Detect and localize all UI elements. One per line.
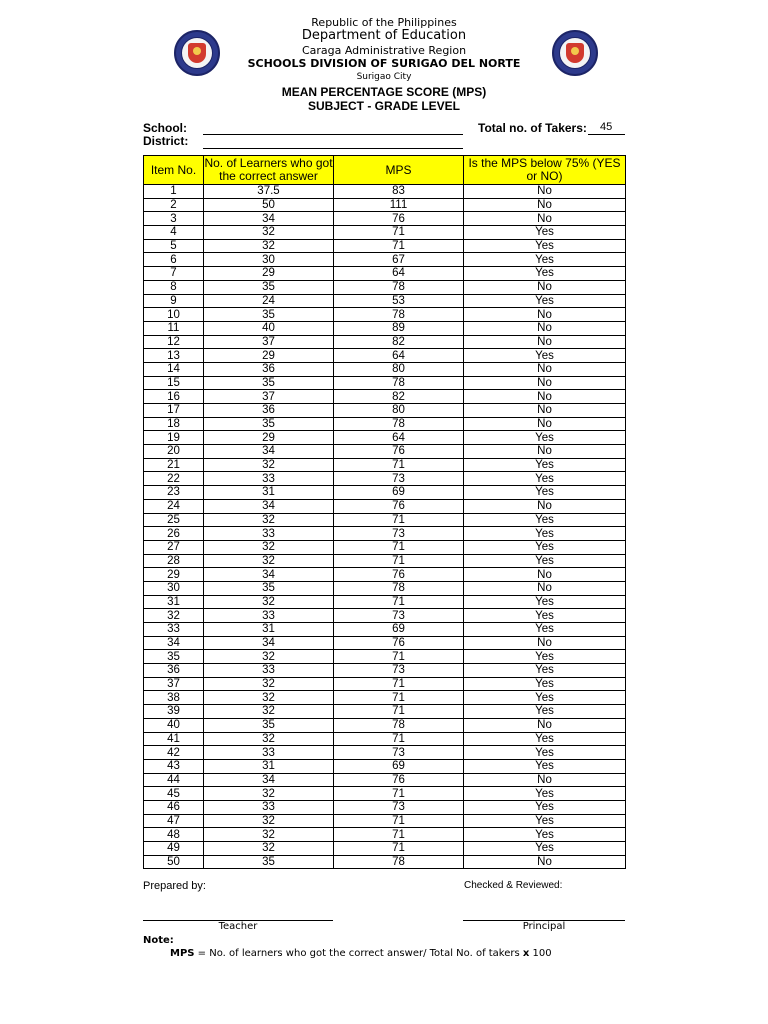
item-no-cell: 22 <box>144 472 204 486</box>
item-no-cell: 46 <box>144 800 204 814</box>
mps-cell: 67 <box>334 253 464 267</box>
item-no-cell: 38 <box>144 691 204 705</box>
table-row <box>144 650 626 664</box>
below-75-cell: No <box>464 773 626 787</box>
below-75-cell: No <box>464 198 626 212</box>
learners-correct-cell: 37.5 <box>204 185 334 199</box>
mps-cell: 73 <box>334 609 464 623</box>
mps-cell: 111 <box>334 198 464 212</box>
below-75-cell: Yes <box>464 787 626 801</box>
table-row <box>144 540 626 554</box>
item-no-cell: 35 <box>144 650 204 664</box>
header-division: SCHOOLS DIVISION OF SURIGAO DEL NORTE <box>247 57 521 70</box>
item-no-cell: 47 <box>144 814 204 828</box>
mps-cell: 71 <box>334 691 464 705</box>
table-row <box>144 431 626 445</box>
item-no-cell: 7 <box>144 267 204 281</box>
item-no-cell: 44 <box>144 773 204 787</box>
below-75-cell: No <box>464 417 626 431</box>
below-75-cell: No <box>464 390 626 404</box>
learners-correct-cell: 32 <box>204 677 334 691</box>
table-row <box>144 814 626 828</box>
page-title: MEAN PERCENTAGE SCORE (MPS) <box>281 85 487 99</box>
item-no-cell: 43 <box>144 759 204 773</box>
item-no-cell: 17 <box>144 404 204 418</box>
table-row <box>144 417 626 431</box>
learners-correct-cell: 34 <box>204 445 334 459</box>
table-row <box>144 636 626 650</box>
learners-correct-cell: 50 <box>204 198 334 212</box>
table-row <box>144 362 626 376</box>
checked-reviewed-label: Checked & Reviewed: <box>464 880 563 891</box>
mps-cell: 71 <box>334 677 464 691</box>
mps-cell: 76 <box>334 212 464 226</box>
item-no-cell: 21 <box>144 458 204 472</box>
below-75-cell: Yes <box>464 800 626 814</box>
table-header-row <box>144 156 626 185</box>
mps-cell: 73 <box>334 527 464 541</box>
learners-correct-cell: 33 <box>204 609 334 623</box>
table-row <box>144 486 626 500</box>
item-no-cell: 1 <box>144 185 204 199</box>
learners-correct-cell: 29 <box>204 349 334 363</box>
item-no-cell: 41 <box>144 732 204 746</box>
below-75-cell: Yes <box>464 349 626 363</box>
table-row <box>144 677 626 691</box>
mps-cell: 71 <box>334 554 464 568</box>
mps-cell: 89 <box>334 321 464 335</box>
table-row <box>144 568 626 582</box>
below-75-cell: No <box>464 499 626 513</box>
below-75-cell: Yes <box>464 267 626 281</box>
item-no-cell: 23 <box>144 486 204 500</box>
below-75-cell: Yes <box>464 691 626 705</box>
item-no-cell: 24 <box>144 499 204 513</box>
learners-correct-cell: 32 <box>204 705 334 719</box>
table-row <box>144 458 626 472</box>
item-no-cell: 39 <box>144 705 204 719</box>
item-no-cell: 28 <box>144 554 204 568</box>
table-row <box>144 554 626 568</box>
col-header-learners-correct: No. of Learners who got the correct answer <box>204 156 333 183</box>
item-no-cell: 5 <box>144 239 204 253</box>
below-75-cell: Yes <box>464 746 626 760</box>
mps-cell: 76 <box>334 773 464 787</box>
learners-correct-cell: 32 <box>204 540 334 554</box>
table-row <box>144 828 626 842</box>
mps-cell: 78 <box>334 417 464 431</box>
mps-cell: 82 <box>334 335 464 349</box>
below-75-cell: Yes <box>464 677 626 691</box>
below-75-cell: Yes <box>464 527 626 541</box>
mps-cell: 69 <box>334 623 464 637</box>
table-row <box>144 499 626 513</box>
table-row <box>144 705 626 719</box>
district-field-line[interactable] <box>203 148 463 149</box>
mps-cell: 71 <box>334 458 464 472</box>
table-row <box>144 321 626 335</box>
col-header-mps: MPS <box>334 156 464 185</box>
learners-correct-cell: 35 <box>204 581 334 595</box>
table-row <box>144 691 626 705</box>
below-75-cell: No <box>464 280 626 294</box>
below-75-cell: Yes <box>464 842 626 856</box>
mps-cell: 83 <box>334 185 464 199</box>
below-75-cell: Yes <box>464 595 626 609</box>
below-75-cell: No <box>464 855 626 869</box>
table-row <box>144 527 626 541</box>
note-x: x <box>522 948 530 959</box>
below-75-cell: No <box>464 321 626 335</box>
table-row <box>144 855 626 869</box>
below-75-cell: No <box>464 212 626 226</box>
mps-cell: 64 <box>334 431 464 445</box>
below-75-cell: Yes <box>464 664 626 678</box>
learners-correct-cell: 34 <box>204 773 334 787</box>
learners-correct-cell: 33 <box>204 472 334 486</box>
mps-cell: 76 <box>334 499 464 513</box>
mps-cell: 73 <box>334 472 464 486</box>
table-row <box>144 472 626 486</box>
table-row <box>144 787 626 801</box>
header-department: Department of Education <box>301 28 467 43</box>
learners-correct-cell: 32 <box>204 787 334 801</box>
table-row <box>144 746 626 760</box>
note-100: 100 <box>529 948 552 959</box>
mps-cell: 71 <box>334 842 464 856</box>
mps-cell: 78 <box>334 308 464 322</box>
learners-correct-cell: 29 <box>204 431 334 445</box>
below-75-cell: Yes <box>464 623 626 637</box>
item-no-cell: 4 <box>144 226 204 240</box>
table-row <box>144 226 626 240</box>
item-no-cell: 34 <box>144 636 204 650</box>
table-row <box>144 294 626 308</box>
item-no-cell: 29 <box>144 568 204 582</box>
teacher-label: Teacher <box>218 921 258 932</box>
mps-table <box>143 155 626 869</box>
takers-value: 45 <box>600 121 613 133</box>
mps-cell: 71 <box>334 732 464 746</box>
learners-correct-cell: 37 <box>204 335 334 349</box>
table-row <box>144 595 626 609</box>
item-no-cell: 16 <box>144 390 204 404</box>
mps-cell: 73 <box>334 800 464 814</box>
table-row <box>144 581 626 595</box>
table-row <box>144 404 626 418</box>
mps-cell: 78 <box>334 718 464 732</box>
learners-correct-cell: 30 <box>204 253 334 267</box>
learners-correct-cell: 35 <box>204 718 334 732</box>
learners-correct-cell: 32 <box>204 226 334 240</box>
mps-cell: 82 <box>334 390 464 404</box>
table-row <box>144 239 626 253</box>
takers-field-line[interactable] <box>588 134 625 135</box>
below-75-cell: No <box>464 445 626 459</box>
learners-correct-cell: 35 <box>204 280 334 294</box>
learners-correct-cell: 31 <box>204 759 334 773</box>
mps-cell: 80 <box>334 362 464 376</box>
table-row <box>144 198 626 212</box>
below-75-cell: No <box>464 335 626 349</box>
table-row <box>144 280 626 294</box>
mps-cell: 71 <box>334 650 464 664</box>
below-75-cell: Yes <box>464 828 626 842</box>
table-row <box>144 773 626 787</box>
learners-correct-cell: 32 <box>204 828 334 842</box>
item-no-cell: 13 <box>144 349 204 363</box>
below-75-cell: Yes <box>464 486 626 500</box>
mps-cell: 69 <box>334 486 464 500</box>
table-row <box>144 842 626 856</box>
mps-cell: 71 <box>334 513 464 527</box>
mps-cell: 76 <box>334 445 464 459</box>
mps-cell: 71 <box>334 226 464 240</box>
table-row <box>144 335 626 349</box>
learners-correct-cell: 32 <box>204 239 334 253</box>
mps-cell: 71 <box>334 814 464 828</box>
item-no-cell: 32 <box>144 609 204 623</box>
item-no-cell: 10 <box>144 308 204 322</box>
learners-correct-cell: 24 <box>204 294 334 308</box>
below-75-cell: No <box>464 308 626 322</box>
below-75-cell: No <box>464 718 626 732</box>
mps-cell: 71 <box>334 540 464 554</box>
mps-cell: 53 <box>334 294 464 308</box>
learners-correct-cell: 35 <box>204 855 334 869</box>
item-no-cell: 27 <box>144 540 204 554</box>
learners-correct-cell: 37 <box>204 390 334 404</box>
learners-correct-cell: 33 <box>204 527 334 541</box>
learners-correct-cell: 31 <box>204 486 334 500</box>
item-no-cell: 40 <box>144 718 204 732</box>
below-75-cell: Yes <box>464 513 626 527</box>
mps-cell: 71 <box>334 595 464 609</box>
item-no-cell: 14 <box>144 362 204 376</box>
below-75-cell: Yes <box>464 540 626 554</box>
learners-correct-cell: 35 <box>204 417 334 431</box>
item-no-cell: 20 <box>144 445 204 459</box>
item-no-cell: 31 <box>144 595 204 609</box>
mps-cell: 64 <box>334 267 464 281</box>
principal-label: Principal <box>522 921 566 932</box>
below-75-cell: Yes <box>464 732 626 746</box>
below-75-cell: No <box>464 404 626 418</box>
learners-correct-cell: 34 <box>204 568 334 582</box>
below-75-cell: Yes <box>464 226 626 240</box>
table-row <box>144 253 626 267</box>
table-row <box>144 185 626 199</box>
learners-correct-cell: 32 <box>204 650 334 664</box>
header-city: Surigao City <box>356 72 412 82</box>
mps-cell: 78 <box>334 855 464 869</box>
learners-correct-cell: 32 <box>204 842 334 856</box>
learners-correct-cell: 33 <box>204 800 334 814</box>
table-row <box>144 609 626 623</box>
learners-correct-cell: 35 <box>204 308 334 322</box>
item-no-cell: 6 <box>144 253 204 267</box>
item-no-cell: 49 <box>144 842 204 856</box>
table-row <box>144 308 626 322</box>
learners-correct-cell: 40 <box>204 321 334 335</box>
below-75-cell: Yes <box>464 650 626 664</box>
item-no-cell: 8 <box>144 280 204 294</box>
below-75-cell: Yes <box>464 239 626 253</box>
item-no-cell: 25 <box>144 513 204 527</box>
item-no-cell: 48 <box>144 828 204 842</box>
header-republic: Republic of the Philippines <box>311 16 457 29</box>
mps-cell: 80 <box>334 404 464 418</box>
mps-cell: 69 <box>334 759 464 773</box>
header-region: Caraga Administrative Region <box>301 44 467 57</box>
item-no-cell: 36 <box>144 664 204 678</box>
learners-correct-cell: 32 <box>204 732 334 746</box>
mps-cell: 73 <box>334 746 464 760</box>
learners-correct-cell: 32 <box>204 554 334 568</box>
table-row <box>144 718 626 732</box>
learners-correct-cell: 32 <box>204 814 334 828</box>
learners-correct-cell: 35 <box>204 376 334 390</box>
mps-cell: 71 <box>334 705 464 719</box>
learners-correct-cell: 32 <box>204 691 334 705</box>
learners-correct-cell: 36 <box>204 404 334 418</box>
note-label: Note: <box>143 935 174 946</box>
item-no-cell: 9 <box>144 294 204 308</box>
item-no-cell: 3 <box>144 212 204 226</box>
mps-cell: 78 <box>334 376 464 390</box>
below-75-cell: Yes <box>464 458 626 472</box>
mps-cell: 71 <box>334 787 464 801</box>
learners-correct-cell: 29 <box>204 267 334 281</box>
table-row <box>144 376 626 390</box>
learners-correct-cell: 32 <box>204 595 334 609</box>
col-header-below-75: Is the MPS below 75% (YES or NO) <box>464 156 626 185</box>
table-row <box>144 759 626 773</box>
item-no-cell: 2 <box>144 198 204 212</box>
learners-correct-cell: 32 <box>204 513 334 527</box>
learners-correct-cell: 34 <box>204 636 334 650</box>
mps-cell: 76 <box>334 568 464 582</box>
item-no-cell: 11 <box>144 321 204 335</box>
mps-cell: 78 <box>334 581 464 595</box>
table-row <box>144 445 626 459</box>
note-formula <box>170 948 552 959</box>
learners-correct-cell: 36 <box>204 362 334 376</box>
below-75-cell: Yes <box>464 814 626 828</box>
page-subtitle: SUBJECT - GRADE LEVEL <box>307 99 460 113</box>
school-label: School: <box>143 121 187 135</box>
below-75-cell: No <box>464 568 626 582</box>
below-75-cell: Yes <box>464 472 626 486</box>
table-row <box>144 732 626 746</box>
below-75-cell: Yes <box>464 609 626 623</box>
learners-correct-cell: 33 <box>204 746 334 760</box>
item-no-cell: 37 <box>144 677 204 691</box>
item-no-cell: 18 <box>144 417 204 431</box>
below-75-cell: Yes <box>464 253 626 267</box>
learners-correct-cell: 32 <box>204 458 334 472</box>
below-75-cell: Yes <box>464 705 626 719</box>
table-row <box>144 390 626 404</box>
district-label: District: <box>143 134 189 148</box>
mps-cell: 76 <box>334 636 464 650</box>
learners-correct-cell: 33 <box>204 664 334 678</box>
prepared-by-label: Prepared by: <box>143 880 206 892</box>
item-no-cell: 15 <box>144 376 204 390</box>
mps-cell: 64 <box>334 349 464 363</box>
learners-correct-cell: 31 <box>204 623 334 637</box>
table-row <box>144 212 626 226</box>
below-75-cell: Yes <box>464 759 626 773</box>
learners-correct-cell: 34 <box>204 499 334 513</box>
item-no-cell: 26 <box>144 527 204 541</box>
item-no-cell: 33 <box>144 623 204 637</box>
below-75-cell: No <box>464 636 626 650</box>
item-no-cell: 42 <box>144 746 204 760</box>
item-no-cell: 30 <box>144 581 204 595</box>
mps-cell: 71 <box>334 828 464 842</box>
item-no-cell: 50 <box>144 855 204 869</box>
col-header-item-no: Item No. <box>144 156 204 185</box>
note-mps: MPS <box>170 948 195 959</box>
below-75-cell: Yes <box>464 431 626 445</box>
table-row <box>144 513 626 527</box>
below-75-cell: No <box>464 376 626 390</box>
below-75-cell: No <box>464 362 626 376</box>
note-text: = No. of learners who got the correct answer/ Total No. of takers <box>194 948 523 959</box>
below-75-cell: No <box>464 581 626 595</box>
item-no-cell: 45 <box>144 787 204 801</box>
item-no-cell: 12 <box>144 335 204 349</box>
table-row <box>144 623 626 637</box>
below-75-cell: No <box>464 185 626 199</box>
takers-label: Total no. of Takers: <box>478 121 587 135</box>
learners-correct-cell: 34 <box>204 212 334 226</box>
below-75-cell: Yes <box>464 554 626 568</box>
table-row <box>144 664 626 678</box>
item-no-cell: 19 <box>144 431 204 445</box>
school-field-line[interactable] <box>203 134 463 135</box>
table-row <box>144 349 626 363</box>
mps-cell: 78 <box>334 280 464 294</box>
table-row <box>144 267 626 281</box>
mps-cell: 71 <box>334 239 464 253</box>
table-row <box>144 800 626 814</box>
mps-cell: 73 <box>334 664 464 678</box>
below-75-cell: Yes <box>464 294 626 308</box>
